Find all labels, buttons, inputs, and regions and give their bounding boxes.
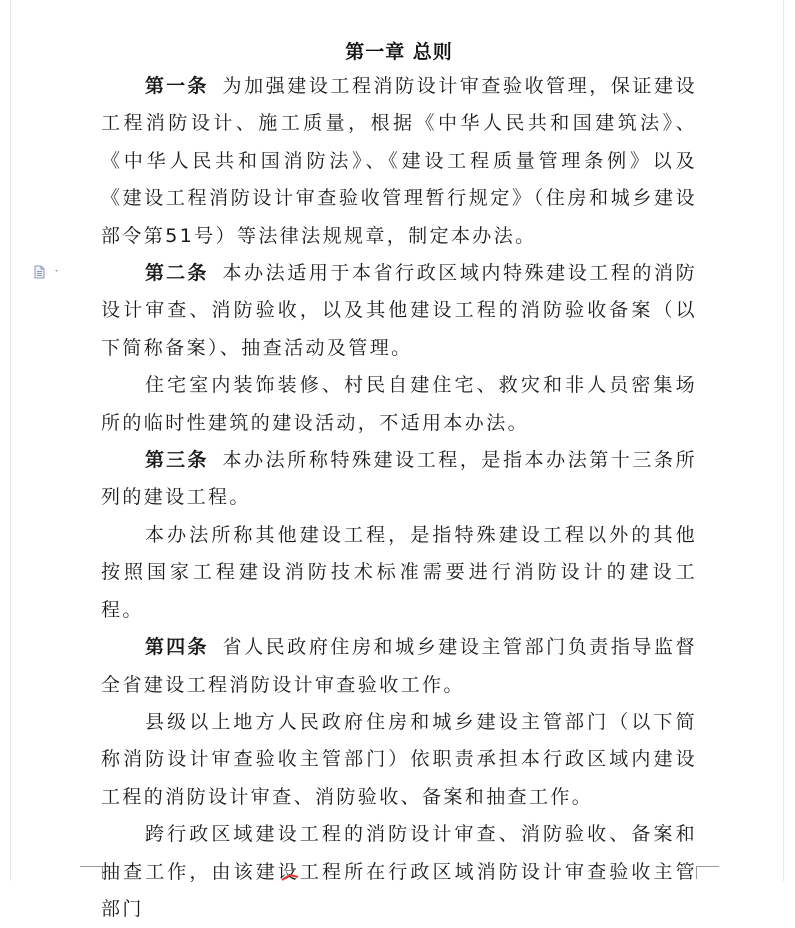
page-corner-mark-right: [696, 866, 719, 879]
paragraph: [101, 517, 697, 629]
paragraph-article-1: [101, 68, 697, 255]
paragraph: [101, 367, 697, 442]
article-label: 第一条: [145, 75, 209, 97]
paragraph-text: 为加强建设工程消防设计审查验收管理，保证建设工程消防设计、施工质量，根据《中华人民共和国建筑法》、《中华人民共和国消防法》、《建设工程质量管理条例》以及《建设工程消防设计审查验收管理暂行规定》（住房和城乡建设部令第51号）等法律法规规章，制定本办法。: [101, 75, 697, 247]
right-margin-line: [783, 0, 784, 881]
paragraph-text: 本办法所称其他建设工程，是指特殊建设工程以外的其他按照国家工程建设消防技术标准需要进行消防设计的建设工程。: [101, 523, 697, 621]
paragraph-text: 跨行政区域建设工程的消防设计审查、消防验收、备案和抽查工作，由该建设工程所在行政区域消防设计审查验收主管部门: [101, 823, 697, 920]
paragraph: [101, 816, 697, 928]
chapter-title: 第一章 总则: [345, 41, 453, 63]
paragraph-article-4: [101, 629, 697, 704]
article-label: 第二条: [145, 262, 209, 285]
paragraph-text: 本办法适用于本省行政区域内特殊建设工程的消防设计审查、消防验收，以及其他建设工程的消防验收备案（以下简称备案）、抽查活动及管理。: [101, 262, 697, 359]
left-margin-line: [10, 0, 11, 881]
paragraph-text: 本办法所称特殊建设工程，是指本办法第十三条所列的建设工程。: [101, 449, 697, 509]
paragraph-text: 县级以上地方人民政府住房和城乡建设主管部门（以下简称消防设计审查验收主管部门）依职责承担本行政区域内建设工程的消防设计审查、消防验收、备案和抽查工作。: [101, 710, 697, 808]
article-label: 第三条: [145, 449, 209, 472]
red-mark-icon: [280, 872, 300, 881]
article-label: 第四条: [145, 636, 209, 659]
page-corner-mark-left: [80, 866, 103, 879]
document-page: [101, 36, 697, 928]
paragraph-text: 住宅室内装饰装修、村民自建住宅、救灾和非人员密集场所的临时性建筑的建设活动，不适用本办法。: [101, 374, 697, 434]
document-dropdown-icon[interactable]: [34, 265, 60, 279]
paragraph-text: 省人民政府住房和城乡建设主管部门负责指导监督全省建设工程消防设计审查验收工作。: [101, 636, 697, 696]
paragraph-article-3: [101, 442, 697, 517]
paragraph: [101, 704, 697, 816]
paragraph-article-2: [101, 255, 697, 367]
